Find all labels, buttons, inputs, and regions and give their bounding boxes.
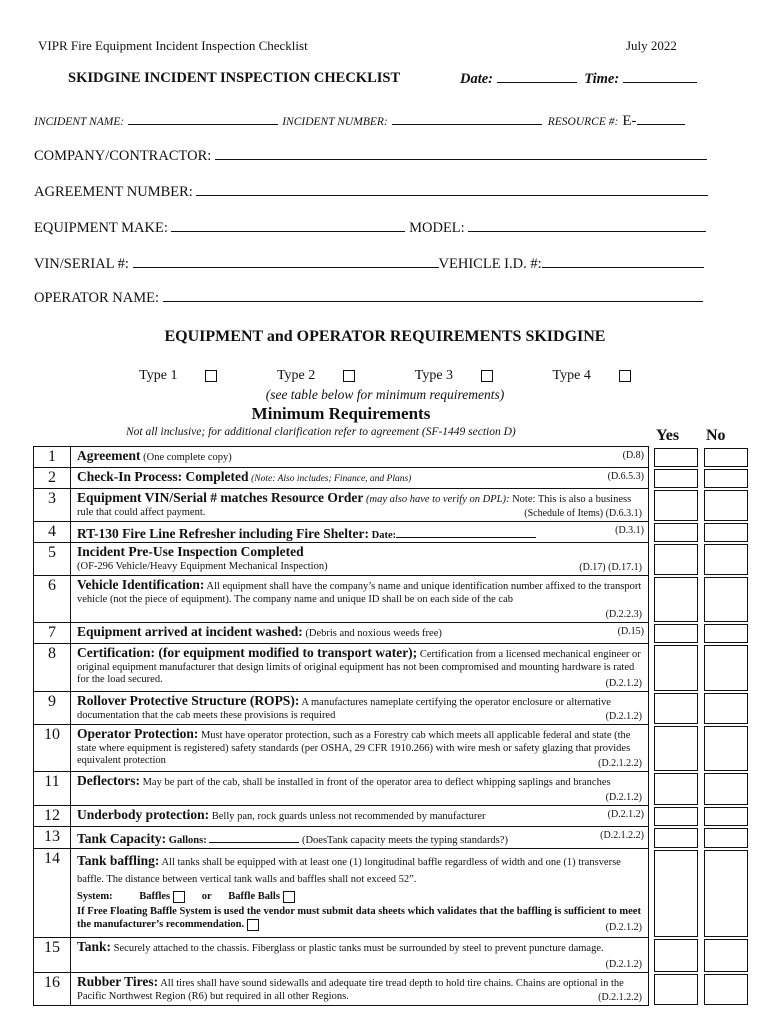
incident-number-line[interactable]: [392, 112, 542, 125]
row-ref: (D.2.2.3): [605, 608, 642, 620]
see-table-note: (see table below for minimum requirements): [265, 387, 505, 402]
table-row: [33, 692, 649, 725]
yes-checkbox[interactable]: [654, 726, 698, 771]
type-checkboxes: [0, 368, 770, 384]
resource-prefix: E-: [622, 113, 637, 129]
no-checkbox[interactable]: [704, 974, 748, 1005]
recommendation-checkbox[interactable]: [247, 919, 259, 931]
baffle-balls-checkbox[interactable]: [283, 891, 295, 903]
table-row: [33, 468, 649, 489]
row-ref: (D.2.1.2): [605, 958, 642, 970]
operator-line[interactable]: [163, 289, 703, 302]
table-row: [33, 725, 649, 772]
row-ref: (D.17) (D.17.1): [579, 561, 642, 573]
yes-checkbox[interactable]: [654, 624, 698, 643]
company-row: [34, 147, 707, 165]
resource-label: RESOURCE #:: [547, 116, 619, 128]
incident-number-label: INCIDENT NUMBER:: [282, 116, 388, 128]
operator-row: [34, 289, 703, 307]
row-number: 15: [34, 938, 71, 972]
row-ref: (Schedule of Items) (D.6.3.1): [524, 507, 642, 519]
date-line[interactable]: [497, 70, 577, 83]
row-title: Rollover Protective Structure (ROPS):: [77, 693, 300, 708]
row-number: 13: [34, 827, 71, 848]
agreement-label: AGREEMENT NUMBER:: [34, 184, 193, 200]
row-title: Rubber Tires:: [77, 974, 159, 989]
type-3-option[interactable]: Type 3: [401, 368, 507, 383]
table-row: [33, 806, 649, 827]
row-number: 14: [34, 849, 71, 937]
row-number: 8: [34, 644, 71, 691]
row-ref: (D.2.1.2.2): [598, 991, 642, 1003]
row-number: 7: [34, 623, 71, 643]
no-checkbox[interactable]: [704, 850, 748, 937]
row-number: 3: [34, 489, 71, 521]
vin-label: VIN/SERIAL #:: [34, 256, 129, 272]
row-ref: (D.2.1.2): [605, 677, 642, 689]
rt130-date-line[interactable]: [396, 525, 536, 538]
no-checkbox[interactable]: [704, 448, 748, 467]
no-checkbox[interactable]: [704, 828, 748, 848]
document-header-title: VIPR Fire Equipment Incident Inspection Checklist: [38, 38, 308, 53]
row-title: RT-130 Fire Line Refresher including Fire Shelter:: [77, 526, 370, 541]
checkbox-icon[interactable]: [343, 370, 355, 382]
table-row: [33, 543, 649, 576]
gallons-line[interactable]: [209, 830, 299, 843]
date-time-fields: [460, 70, 697, 88]
system-label: System:: [77, 891, 113, 902]
make-line[interactable]: [171, 219, 405, 232]
no-checkbox[interactable]: [704, 544, 748, 575]
no-checkbox[interactable]: [704, 726, 748, 771]
no-checkbox[interactable]: [704, 645, 748, 691]
row-text: (OF-296 Vehicle/Heavy Equipment Mechanical Inspection): [77, 560, 328, 572]
table-row: [33, 849, 649, 938]
no-checkbox[interactable]: [704, 469, 748, 488]
checkbox-icon[interactable]: [205, 370, 217, 382]
row-title: Equipment VIN/Serial # matches Resource Order: [77, 490, 364, 505]
row-ref: (D.3.1): [615, 525, 644, 536]
date-label: Date:: [460, 71, 494, 87]
not-inclusive-note: Not all inclusive; for additional clarification refer to agreement (SF-1449 section D): [126, 426, 516, 438]
row-ref: (D.2.1.2): [605, 791, 642, 803]
no-checkbox[interactable]: [704, 490, 748, 521]
row-title: Agreement: [77, 448, 141, 463]
yes-checkbox[interactable]: [654, 523, 698, 542]
row-number: 2: [34, 468, 71, 488]
row-ref: (D.6.5.3): [607, 471, 644, 482]
checkbox-icon[interactable]: [619, 370, 631, 382]
row-ref: (D.2.1.2.2): [600, 830, 644, 841]
yes-checkbox[interactable]: [654, 469, 698, 488]
row-title: Tank baffling:: [77, 853, 160, 868]
row-title: Deflectors:: [77, 773, 140, 788]
yes-checkbox[interactable]: [654, 693, 698, 724]
row-ref: (D.2.1.2): [605, 710, 642, 722]
row-number: 9: [34, 692, 71, 724]
table-row: [33, 489, 649, 522]
row-text: Belly pan, rock guards unless not recommended by manufacturer: [211, 811, 486, 822]
row-number: 5: [34, 543, 71, 575]
company-label: COMPANY/CONTRACTOR:: [34, 148, 212, 164]
row-number: 1: [34, 447, 71, 467]
no-checkbox[interactable]: [704, 807, 748, 826]
yes-checkbox[interactable]: [654, 448, 698, 467]
table-row: [33, 623, 649, 644]
baffles-checkbox[interactable]: [173, 891, 185, 903]
row-title: Certification: (for equipment modified to transport water);: [77, 645, 418, 660]
baffling-note: If Free Floating Baffle System is used the vendor must submit data sheets which validates that the baffling is sufficient to meet the manufacturer’s recommendation.: [77, 906, 641, 930]
no-checkbox[interactable]: [704, 624, 748, 643]
row-title: Operator Protection:: [77, 726, 199, 741]
vehicle-id-line[interactable]: [542, 255, 704, 268]
operator-label: OPERATOR NAME:: [34, 290, 160, 306]
row-number: 12: [34, 806, 71, 826]
section-title: EQUIPMENT and OPERATOR REQUIREMENTS SKIDGINE: [164, 328, 606, 345]
time-label: Time:: [584, 71, 620, 87]
yes-checkbox[interactable]: [654, 974, 698, 1005]
row-text: (Note: Also includes; Finance, and Plans): [251, 474, 412, 484]
row-number: 10: [34, 725, 71, 771]
table-row: [33, 522, 649, 543]
checkbox-icon[interactable]: [481, 370, 493, 382]
vehicle-id-label: VEHICLE I.D. #:: [438, 256, 542, 272]
no-checkbox[interactable]: [704, 577, 748, 622]
row-text: All tires shall have sound sidewalls and adequate tire tread depth to hold tire chains. Chains are optional in the Pacific Northwest Region (R6) but required in all other Regions.: [77, 978, 624, 1002]
make-model-row: [34, 219, 706, 237]
row-text: (may also have to verify on DPL):: [365, 494, 510, 505]
agreement-line[interactable]: [196, 183, 708, 196]
row-number: 6: [34, 576, 71, 622]
row-text: All tanks shall be equipped with at least one (1) longitudinal baffle regardless of width and one (1) transverse baffle. The distance between vertical tank walls and baffles shall not exceed 52”.: [77, 857, 621, 885]
row-text-2: Note: This is also a business rule that could affect payment.: [77, 494, 632, 518]
row-text: A manufactures nameplate certifying the operator enclosure or alternative documentation that the cab meets these provisions is required: [77, 697, 611, 721]
table-row: [33, 576, 649, 623]
row-text: May be part of the cab, shall be installed in front of the operator area to deflect whipping saplings and branches: [142, 777, 611, 788]
type-1-option[interactable]: Type 1: [125, 368, 231, 383]
model-label: MODEL:: [409, 220, 465, 236]
row-text: (Debris and noxious weeds free): [305, 628, 442, 639]
row-text: Certification from a licensed mechanical engineer or original equipment manufacturer that design limits of original equipment has not been compromised and mounting hardware is rated for the load secured.: [77, 649, 641, 685]
no-checkbox[interactable]: [704, 939, 748, 972]
yes-checkbox[interactable]: [654, 544, 698, 575]
vin-line[interactable]: [133, 255, 439, 268]
table-row: [33, 938, 649, 973]
table-row: [33, 827, 649, 849]
row-text: Date:: [371, 530, 397, 541]
row-text-2: (DoesTank capacity meets the typing standards?): [301, 835, 508, 846]
row-title: Tank Capacity:: [77, 831, 167, 846]
yes-header: Yes: [656, 427, 680, 444]
row-text: All equipment shall have the company’s name and unique identification number affixed to the transport vehicle (not the piece of equipment). The company name and unique ID shall be on each side of the cab: [77, 581, 642, 605]
make-label: EQUIPMENT MAKE:: [34, 220, 168, 236]
yes-checkbox[interactable]: [654, 828, 698, 848]
agreement-row: [34, 183, 708, 201]
table-row: [33, 973, 649, 1006]
row-ref: (D.15): [617, 626, 644, 637]
incident-row: [34, 112, 685, 130]
no-checkbox[interactable]: [704, 693, 748, 724]
yes-checkbox[interactable]: [654, 490, 698, 521]
row-text: Gallons:: [168, 835, 207, 846]
row-title: Tank:: [77, 939, 112, 954]
row-ref: (D.2.1.2): [607, 809, 644, 820]
type-2-option[interactable]: Type 2: [263, 368, 369, 383]
table-row: [33, 644, 649, 692]
incident-name-label: INCIDENT NAME:: [34, 116, 125, 128]
table-row: [33, 772, 649, 806]
incident-name-line[interactable]: [128, 112, 278, 125]
yes-checkbox[interactable]: [654, 939, 698, 972]
table-row: [33, 447, 649, 468]
row-number: 4: [34, 522, 71, 542]
time-line[interactable]: [623, 70, 697, 83]
requirements-table: [33, 446, 649, 1006]
yes-checkbox[interactable]: [654, 850, 698, 937]
or-label: or: [201, 891, 212, 902]
no-checkbox[interactable]: [704, 773, 748, 805]
row-number: 11: [34, 772, 71, 805]
minimum-requirements-title: Minimum Requirements: [251, 404, 431, 423]
row-title: Underbody protection:: [77, 807, 210, 822]
baffles-label: Baffles: [139, 891, 171, 902]
yes-checkbox[interactable]: [654, 773, 698, 805]
company-line[interactable]: [215, 147, 707, 160]
row-text: Securely attached to the chassis. Fiberglass or plastic tanks must be surrounded by steel to prevent puncture damage.: [113, 943, 604, 954]
yes-checkbox[interactable]: [654, 577, 698, 622]
row-number: 16: [34, 973, 71, 1005]
no-checkbox[interactable]: [704, 523, 748, 542]
model-line[interactable]: [468, 219, 706, 232]
row-ref: (D.8): [622, 450, 644, 461]
yes-checkbox[interactable]: [654, 807, 698, 826]
row-ref: (D.2.1.2): [605, 922, 642, 933]
row-title: Equipment arrived at incident washed:: [77, 624, 303, 639]
row-text: Must have operator protection, such as a Forestry cab which meets all applicable federal and state (the state where equipment is registered) safety standards (per OSHA, 29 CFR 1910.266) with wire mesh or safety glazing that provides equivalent protection: [77, 730, 631, 766]
baffle-balls-label: Baffle Balls: [228, 891, 280, 902]
checklist-title: SKIDGINE INCIDENT INSPECTION CHECKLIST: [68, 70, 401, 86]
vin-row: [34, 255, 704, 273]
type-4-option[interactable]: Type 4: [539, 368, 645, 383]
resource-line[interactable]: [637, 112, 685, 125]
no-header: No: [706, 427, 726, 444]
row-title: Check-In Process: Completed: [77, 469, 249, 484]
yes-checkbox[interactable]: [654, 645, 698, 691]
row-ref: (D.2.1.2.2): [598, 757, 642, 769]
document-date: July 2022: [626, 38, 677, 53]
row-text: (One complete copy): [143, 452, 232, 463]
row-title: Incident Pre-Use Inspection Completed: [77, 544, 304, 559]
row-title: Vehicle Identification:: [77, 577, 205, 592]
